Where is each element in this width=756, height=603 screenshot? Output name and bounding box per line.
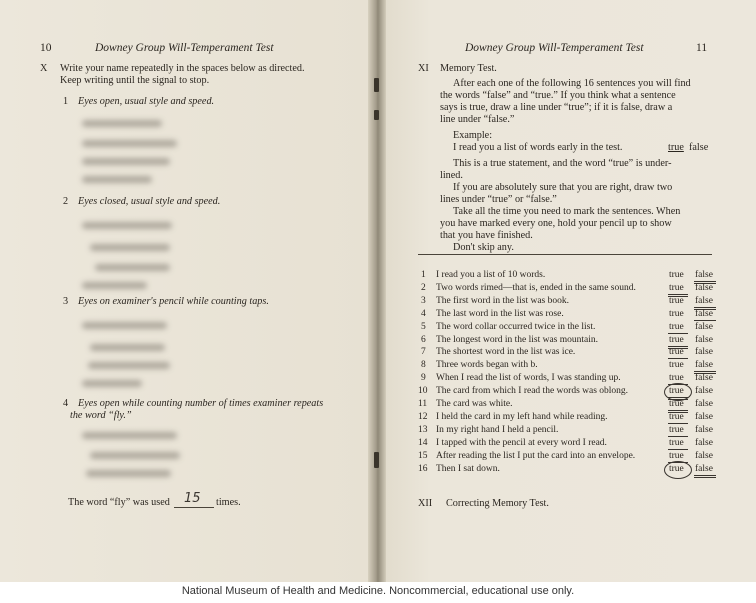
fly-count-underline <box>174 507 214 508</box>
fly-suffix: times. <box>216 497 241 508</box>
statement-number: 11 <box>418 399 428 409</box>
left-running-title: Downey Group Will-Temperament Test <box>95 42 274 54</box>
x-item-1-num: 1 <box>63 96 69 107</box>
xi-para4-line1: Take all the time you need to mark the sentences. When <box>453 206 681 217</box>
statement-number: 8 <box>421 360 426 370</box>
statement-number: 2 <box>421 283 426 293</box>
pencil-underline-mark <box>694 320 716 321</box>
true-option[interactable]: true <box>669 438 684 448</box>
x-item-3-num: 3 <box>63 296 69 307</box>
xi-para1-line1: After each one of the following 16 sentences you will find <box>453 78 691 89</box>
false-option[interactable]: false <box>695 360 713 370</box>
statement-number: 12 <box>418 412 428 422</box>
true-option[interactable]: true <box>669 425 684 435</box>
xi-para3-line2: lines under “true” or “false.” <box>440 194 557 205</box>
true-option[interactable]: true <box>669 373 684 383</box>
true-option[interactable]: true <box>669 360 684 370</box>
right-page-number: 11 <box>696 42 708 54</box>
pencil-underline-mark <box>668 449 688 450</box>
xi-para3-line1: If you are absolutely sure that you are right, draw two <box>453 182 673 193</box>
false-option[interactable]: false <box>695 386 713 396</box>
xi-example-sentence: I read you a list of words early in the test. <box>453 142 623 153</box>
false-option[interactable]: false <box>695 283 713 293</box>
section-xi-numeral: XI <box>418 63 429 74</box>
false-option[interactable]: false <box>695 438 713 448</box>
statement-text: Two words rimed—that is, ended in the same sound. <box>436 283 636 293</box>
xi-para2-line2: lined. <box>440 170 463 181</box>
true-option[interactable]: true <box>669 309 684 319</box>
fly-prefix: The word “fly” was used <box>68 497 170 508</box>
pencil-underline-mark <box>668 333 688 334</box>
pencil-underline-mark <box>668 294 688 295</box>
staple-top <box>374 78 379 92</box>
false-option[interactable]: false <box>695 464 713 474</box>
true-option[interactable]: true <box>669 464 684 474</box>
statement-text: The shortest word in the list was ice. <box>436 347 576 357</box>
true-option[interactable]: true <box>669 386 684 396</box>
statement-text: When I read the list of words, I was standing up. <box>436 373 621 383</box>
statement-number: 14 <box>418 438 428 448</box>
true-option[interactable]: true <box>669 283 684 293</box>
xi-para4-line2: you have marked every one, hold your pencil up to show <box>440 218 672 229</box>
false-option[interactable]: false <box>695 296 713 306</box>
false-option[interactable]: false <box>695 270 713 280</box>
x-item-1-text: Eyes open, usual style and speed. <box>78 96 215 107</box>
section-xi-title: Memory Test. <box>440 63 497 74</box>
statement-text: The last word in the list was rose. <box>436 309 564 319</box>
staple-mark <box>374 110 379 120</box>
statement-number: 9 <box>421 373 426 383</box>
pencil-underline-mark <box>694 281 716 282</box>
section-x-numeral: X <box>40 63 48 74</box>
x-item-4-num: 4 <box>63 398 69 409</box>
image-caption: National Museum of Health and Medicine. Noncommercial, educational use only. <box>181 585 575 597</box>
x-item-3-text: Eyes on examiner's pencil while counting taps. <box>78 296 269 307</box>
x-item-4-text: Eyes open while counting number of times examiner repeats <box>78 398 324 409</box>
statement-text: The first word in the list was book. <box>436 296 569 306</box>
left-page-number: 10 <box>40 42 52 54</box>
xi-para5: Don't skip any. <box>453 242 514 253</box>
pencil-underline-mark <box>694 307 716 308</box>
circle-around-true-10 <box>664 383 692 401</box>
pencil-underline-mark <box>668 436 688 437</box>
true-option[interactable]: true <box>669 335 684 345</box>
x-item-4-text-2: the word “fly.” <box>70 410 132 421</box>
pencil-underline-mark <box>668 423 688 424</box>
false-option[interactable]: false <box>695 451 713 461</box>
section-xii-numeral: XII <box>418 498 433 509</box>
statement-text: In my right hand I held a pencil. <box>436 425 559 435</box>
statement-number: 4 <box>421 309 426 319</box>
section-x-instruction-2: Keep writing until the signal to stop. <box>60 75 210 86</box>
circle-around-true-16 <box>664 461 692 479</box>
false-option[interactable]: false <box>695 399 713 409</box>
statement-text: Three words began with b. <box>436 360 538 370</box>
statement-text: The word collar occurred twice in the list. <box>436 322 596 332</box>
statement-number: 1 <box>421 270 426 280</box>
true-option[interactable]: true <box>669 270 684 280</box>
false-option[interactable]: false <box>695 347 713 357</box>
false-option[interactable]: false <box>695 309 713 319</box>
statement-number: 10 <box>418 386 428 396</box>
section-x-instruction-1: Write your name repeatedly in the spaces below as directed. <box>60 63 305 74</box>
section-xii-title: Correcting Memory Test. <box>446 498 549 509</box>
right-running-title: Downey Group Will-Temperament Test <box>465 42 644 54</box>
xi-para1-line3: says is true, draw a line under “true”; if it is false, draw a <box>440 102 673 113</box>
xi-example-label: Example: <box>453 130 493 141</box>
xi-para1-line4: line under “false.” <box>440 114 515 125</box>
xi-para1-line2: the words “false” and “true.” If you think what a sentence <box>440 90 676 101</box>
statement-number: 15 <box>418 451 428 461</box>
true-option[interactable]: true <box>669 399 684 409</box>
true-option[interactable]: true <box>669 322 684 332</box>
statement-text: After reading the list I put the card into an envelope. <box>436 451 636 461</box>
false-option[interactable]: false <box>695 322 713 332</box>
x-item-2-text: Eyes closed, usual style and speed. <box>78 196 221 207</box>
statement-text: The card from which I read the words was oblong. <box>436 386 629 396</box>
statement-number: 16 <box>418 464 428 474</box>
statement-number: 3 <box>421 296 426 306</box>
statement-text: I read you a list of 10 words. <box>436 270 546 280</box>
false-option[interactable]: false <box>695 373 713 383</box>
statement-text: I tapped with the pencil at every word I read. <box>436 438 607 448</box>
xi-para4-line3: that you have finished. <box>440 230 533 241</box>
pencil-underline-mark <box>694 477 716 478</box>
true-option[interactable]: true <box>669 347 684 357</box>
fly-count-handwritten: 15 <box>184 491 201 506</box>
statement-text: The longest word in the list was mountain. <box>436 335 599 345</box>
false-option[interactable]: false <box>695 412 713 422</box>
xi-example-true: true <box>668 142 684 153</box>
pencil-underline-mark <box>694 475 716 476</box>
x-item-2-num: 2 <box>63 196 69 207</box>
statement-number: 7 <box>421 347 426 357</box>
false-option[interactable]: false <box>695 425 713 435</box>
true-option[interactable]: true <box>669 451 684 461</box>
staple-bottom <box>374 452 379 468</box>
pencil-underline-mark <box>668 358 688 359</box>
section-divider <box>418 254 712 255</box>
statement-text: I held the card in my left hand while reading. <box>436 412 608 422</box>
statement-text: The card was white. <box>436 399 513 409</box>
xi-example-false: false <box>689 142 709 153</box>
pencil-underline-mark <box>668 410 688 411</box>
statement-number: 13 <box>418 425 428 435</box>
statement-text: Then I sat down. <box>436 464 500 474</box>
xi-para2-line1: This is a true statement, and the word “true” is under- <box>453 158 672 169</box>
pencil-underline-mark <box>694 371 716 372</box>
statement-number: 6 <box>421 335 426 345</box>
true-option[interactable]: true <box>669 296 684 306</box>
statement-number: 5 <box>421 322 426 332</box>
true-option[interactable]: true <box>669 412 684 422</box>
false-option[interactable]: false <box>695 335 713 345</box>
